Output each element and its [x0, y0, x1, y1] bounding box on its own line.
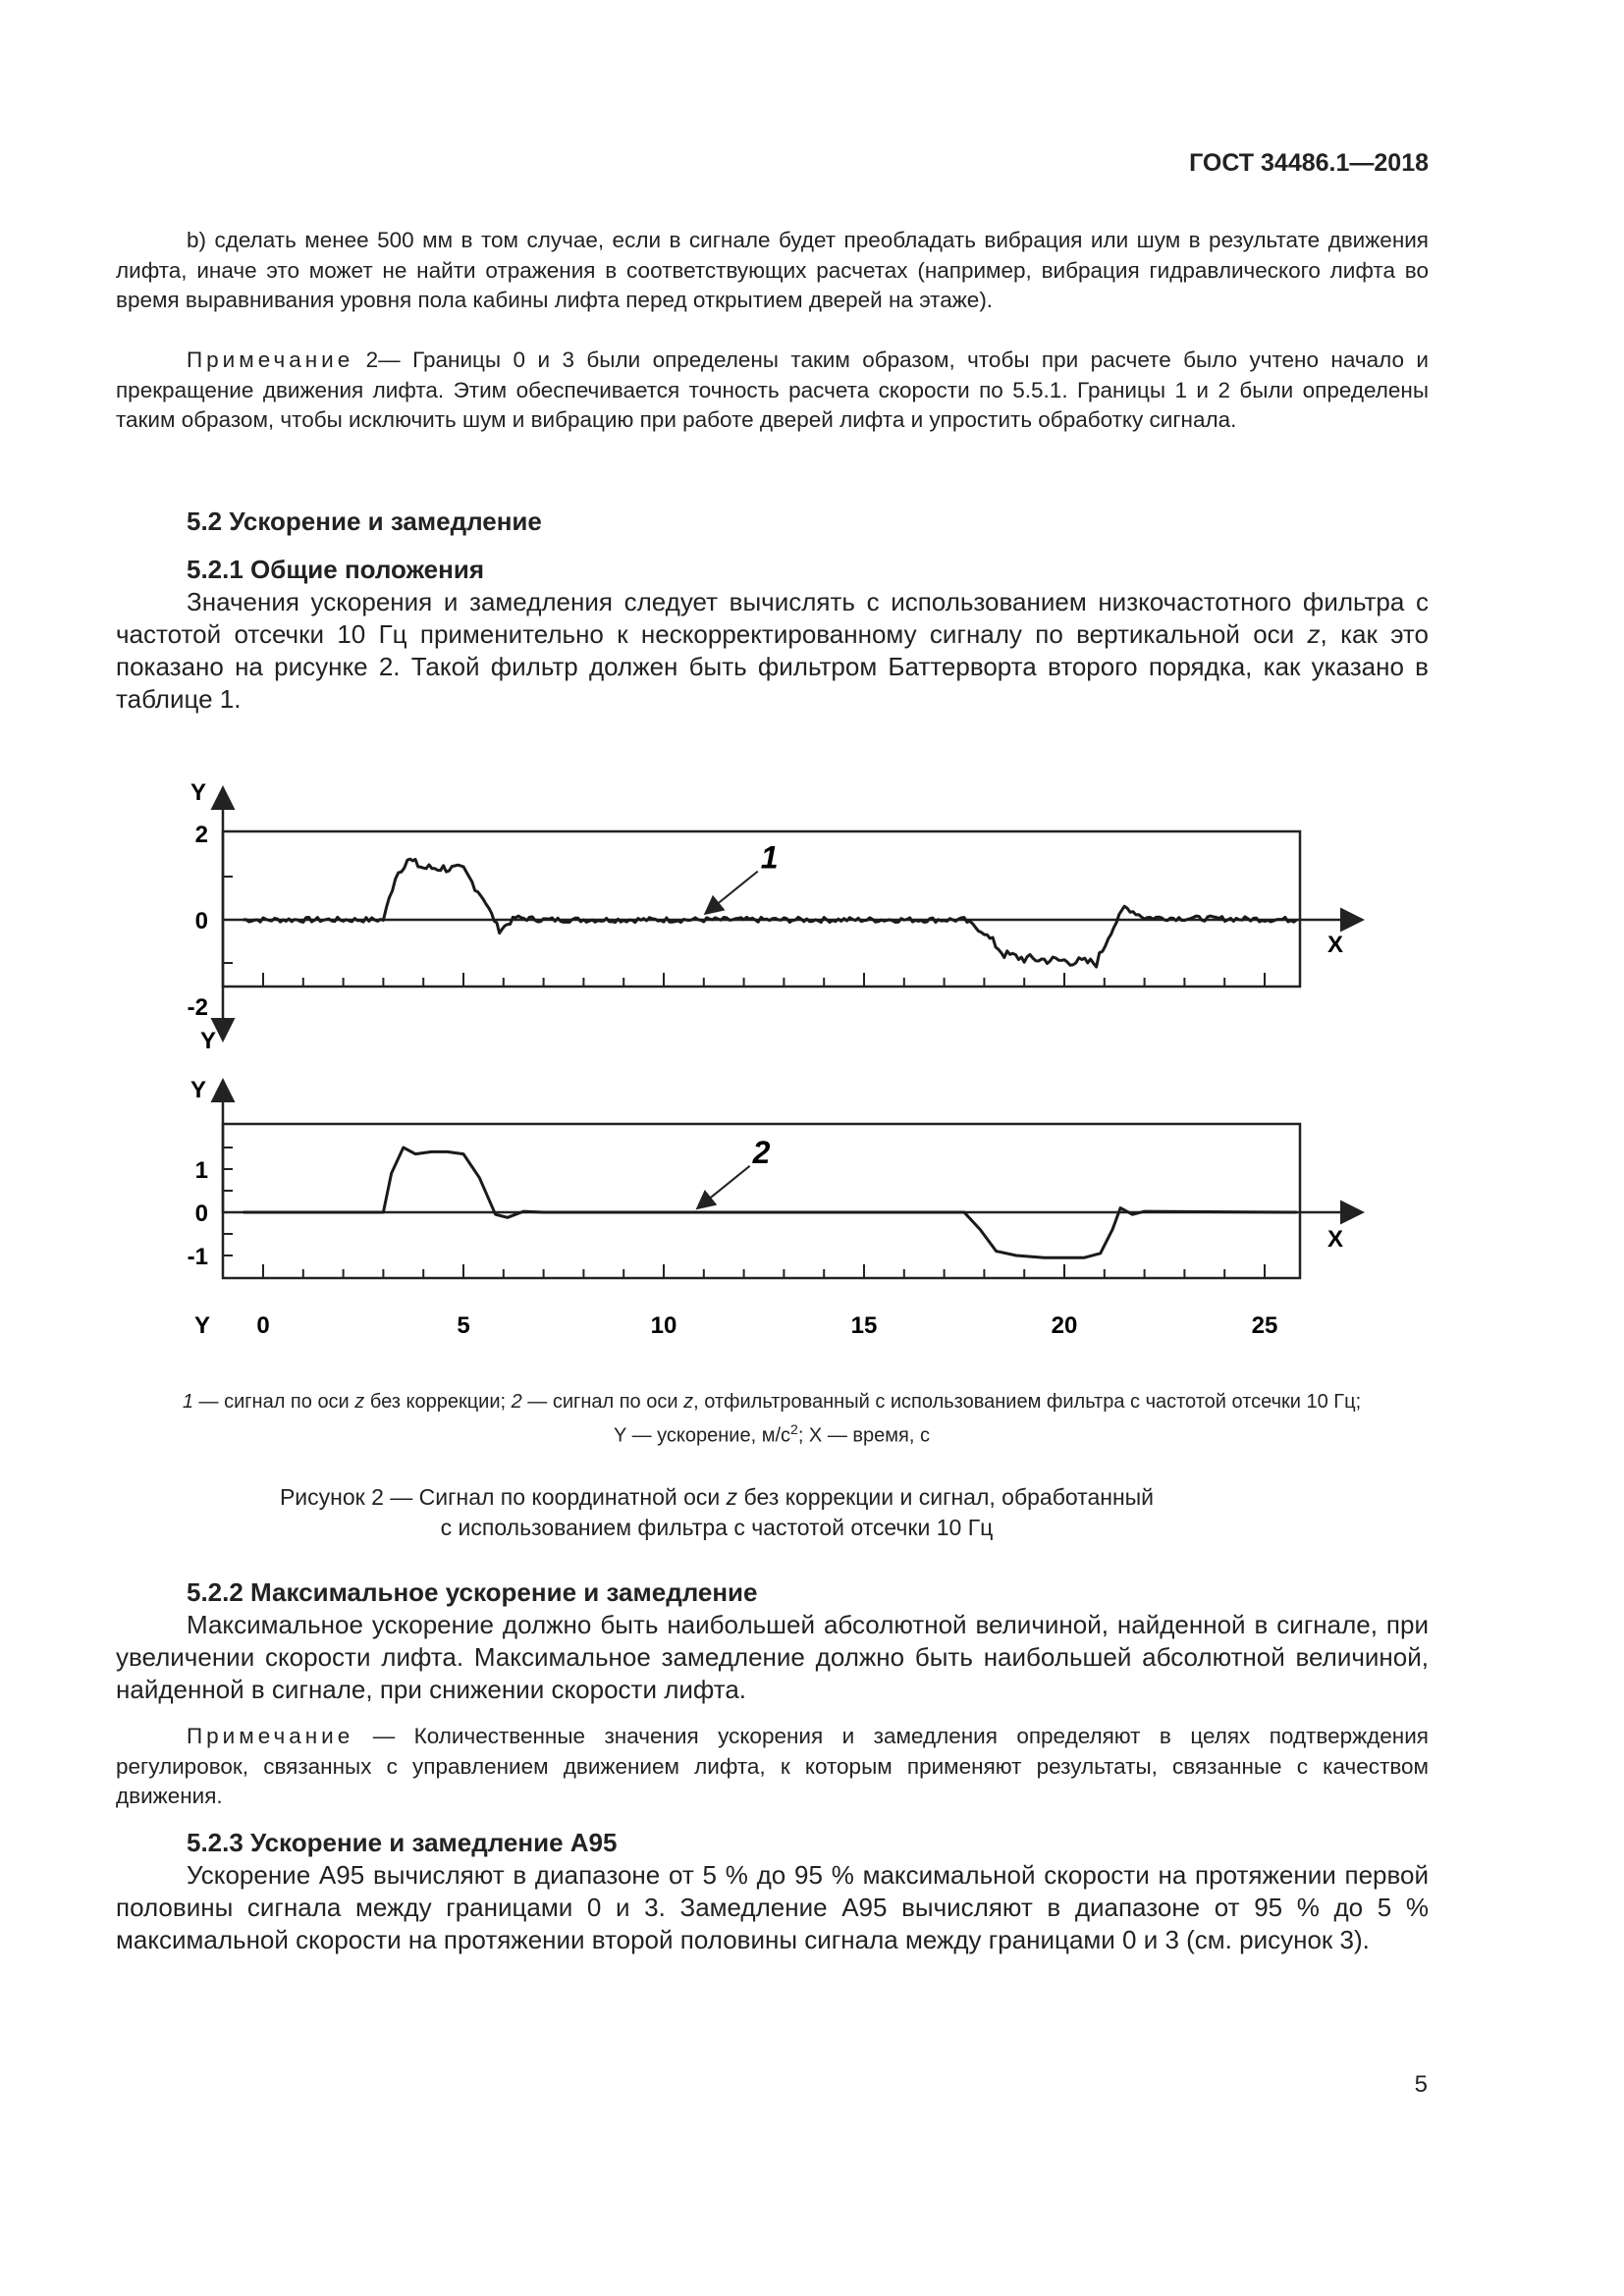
legend-number-1: 1 [182, 1391, 193, 1413]
legend-y-units: Y — ускорение, м/с [614, 1424, 791, 1447]
chart2-ylabel-bottom: Y [193, 1312, 210, 1339]
axis-z-symbol: z [1307, 619, 1321, 649]
chart2-xtick-label: 0 [256, 1312, 270, 1339]
figure-2 [0, 766, 1624, 1355]
section-5-2-title: 5.2 Ускорение и замедление [187, 507, 542, 536]
figure-caption [196, 1482, 1237, 1543]
caption-text: с использованием фильтра с частотой отсечки 10 Гц [440, 1515, 994, 1540]
chart-unfiltered-signal [188, 779, 1360, 1054]
paragraph-b: b) сделать менее 500 мм в том случае, если в сигнале будет преобладать вибрация или шум в результате движения лифта, иначе это может не найти отражения в соответствующих расчетах (например, вибрация гидравлического лифта во время выравнивания уровня пола кабины лифта перед открытием дверей на этаже). [116, 228, 1429, 312]
legend-x-units: ; X — время, с [797, 1424, 930, 1447]
chart2-xtick-label: 25 [1251, 1312, 1278, 1339]
chart2-ytick-label: 0 [194, 1201, 208, 1227]
section-text-part: , как это показано на рисунке 2. Такой фильтр должен быть фильтром Баттерворта второго порядка, как указано в таблице 1. [116, 619, 1429, 714]
section-5-2-3-text: Ускорение А95 вычисляют в диапазоне от 5 % до 95 % максимальной скорости на протяжении первой половины сигнала между границами 0 и 3. Замедление А95 вычисляют в диапазоне от 95 % до 5 % максимальной скорости на протяжении второй половины сигнала между границами 0 и 3 (см. рисунок 3). [116, 1860, 1429, 1954]
note-text: — Количественные значения ускорения и замедления определяют в целях подтверждения регулировок, связанных с управлением движением лифта, к которым применяют результаты, связанные с качеством движения. [116, 1724, 1429, 1808]
chart2-xtick-label: 10 [650, 1312, 677, 1339]
note-label: Примечание [187, 347, 354, 372]
section-5-2-3-title: 5.2.3 Ускорение и замедление А95 [187, 1828, 618, 1857]
caption-text: без коррекции и сигнал, обработанный [737, 1484, 1155, 1510]
legend-text: без коррекции; [364, 1391, 512, 1413]
section-5-2-2-text: Максимальное ускорение должно быть наибольшей абсолютной величиной, найденной в сигнале, при увеличении скорости лифта. Максимальное замедление должно быть наибольшей абсолютной величиной, найденной в сигнале, при снижении скорости лифта. [116, 1610, 1429, 1704]
chart1-ytick-label: -2 [187, 994, 208, 1021]
caption-axis-z: z [726, 1484, 738, 1510]
standard-number: ГОСТ 34486.1—2018 [1189, 149, 1429, 177]
legend-number-2: 2 [511, 1391, 522, 1413]
chart1-ytick-label: 2 [194, 822, 208, 848]
chart1-ytick-label: 0 [194, 908, 208, 934]
figure-legend [98, 1388, 1445, 1450]
section-5-2-1-title: 5.2.1 Общие положения [187, 555, 484, 584]
chart2-ylabel-top: Y [189, 1077, 206, 1103]
note-5-2-2 [116, 1722, 1429, 1812]
chart2-xtick-label: 15 [850, 1312, 878, 1339]
chart2-annotation-label: 2 [752, 1134, 771, 1170]
caption-text: Рисунок 2 — Сигнал по координатной оси [279, 1484, 727, 1510]
legend-axis-z: z [354, 1391, 365, 1413]
chart1-ylabel-bottom: Y [199, 1028, 216, 1054]
page-number: 5 [1414, 2071, 1428, 2098]
chart1-annotation-label: 1 [760, 839, 779, 876]
legend-axis-z: z [683, 1391, 694, 1413]
section-5-2-2-title: 5.2.2 Максимальное ускорение и замедление [187, 1577, 758, 1607]
chart2-xtick-label: 20 [1051, 1312, 1078, 1339]
chart2-xtick-label: 5 [457, 1312, 470, 1339]
chart2-annotation-arrow [699, 1166, 750, 1207]
section-text-part: Значения ускорения и замедления следует вычислять с использованием низкочастотного фильтра с частотой отсечки 10 Гц применительно к нескорректированному сигналу по вертикальной оси [116, 587, 1429, 649]
chart-filtered-signal [188, 1077, 1360, 1339]
legend-text: — сигнал по оси [521, 1391, 684, 1413]
note-label: Примечание [187, 1724, 354, 1748]
chart1-annotation-arrow [707, 872, 758, 913]
chart2-xlabel: X [1327, 1226, 1344, 1253]
chart1-ylabel-top: Y [189, 779, 206, 806]
note-text: 2— Границы 0 и 3 были определены таким образом, чтобы при расчете было учтено начало и прекращение движения лифта. Этим обеспечивается точность расчета скорости по 5.5.1. Границы 1 и 2 были определены таким образом, чтобы исключить шум и вибрацию при работе дверей лифта и упростить обработку сигнала. [116, 347, 1429, 432]
chart2-ytick-label: 1 [194, 1157, 208, 1184]
legend-text: — сигнал по оси [192, 1391, 355, 1413]
legend-superscript: 2 [790, 1421, 798, 1437]
note-2 [116, 346, 1429, 436]
section-5-2-1-text [116, 586, 1429, 716]
chart2-ytick-label: -1 [187, 1244, 208, 1270]
legend-text: , отфильтрованный с использованием фильтра с частотой отсечки 10 Гц; [693, 1391, 1362, 1413]
chart1-xlabel: X [1327, 932, 1344, 958]
